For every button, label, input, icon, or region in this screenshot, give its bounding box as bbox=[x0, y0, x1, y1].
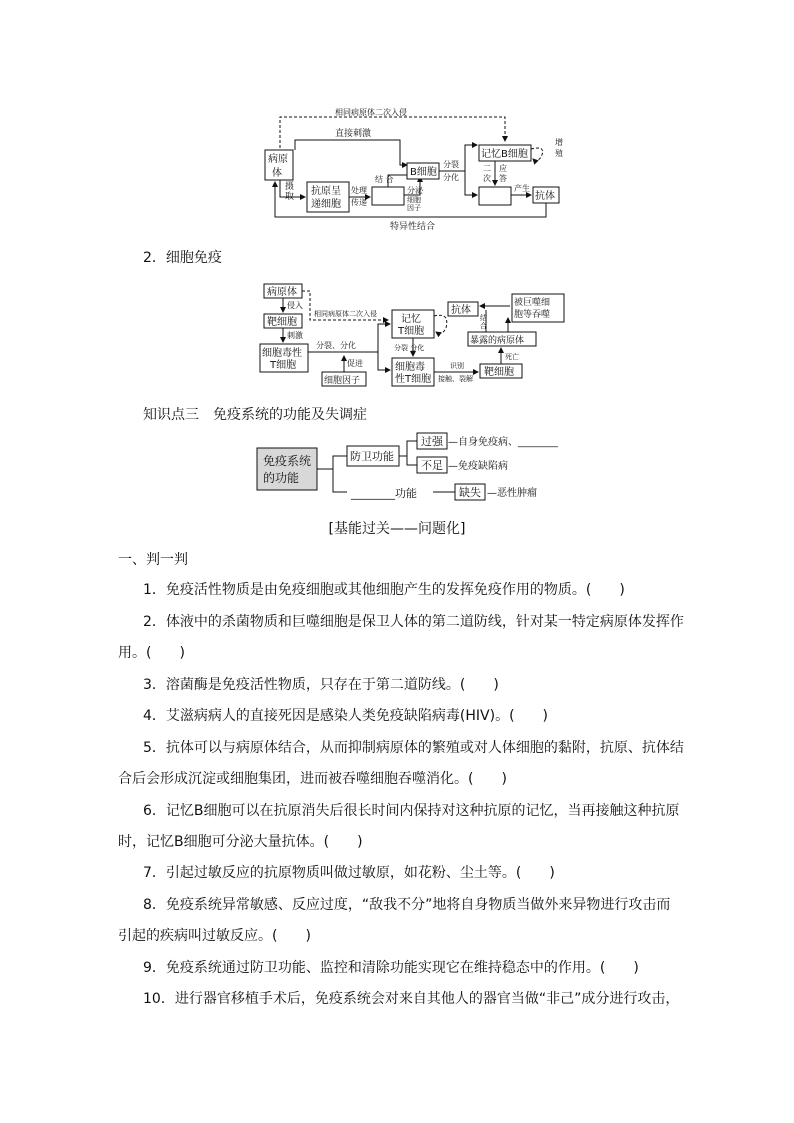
center-caption: [基能过关——问题化] bbox=[328, 521, 466, 537]
question-6-cont: 时，记忆B细胞可分泌大量抗体。( ) bbox=[118, 834, 363, 850]
svg-text:取: 取 bbox=[285, 192, 295, 202]
svg-text:答: 答 bbox=[499, 174, 507, 183]
svg-text:防卫功能: 防卫功能 bbox=[350, 450, 394, 463]
question-6: 6．记忆B细胞可以在抗原消失后很长时间内保持对这种抗原的记忆，当再接触这种抗原 bbox=[143, 803, 680, 819]
blank-box-plasma bbox=[479, 187, 511, 205]
svg-text:次: 次 bbox=[483, 174, 491, 183]
svg-text:传递: 传递 bbox=[351, 198, 367, 207]
svg-text:产生: 产生 bbox=[514, 184, 530, 193]
question-2: 2．体液中的杀菌物质和巨噬细胞是保卫人体的第二道防线，针对某一特定病原体发挥作 bbox=[143, 614, 684, 630]
question-2-cont: 用。( ) bbox=[118, 645, 185, 661]
question-1: 1．免疫活性物质是由免疫细胞或其他细胞产生的发挥免疫作用的物质。( ) bbox=[143, 582, 625, 598]
svg-text:T细胞: T细胞 bbox=[270, 360, 297, 371]
svg-text:病原: 病原 bbox=[268, 154, 288, 165]
svg-text:—恶性肿瘤: —恶性肿瘤 bbox=[487, 488, 537, 499]
immune-function-diagram bbox=[255, 430, 585, 510]
question-3: 3．溶菌酶是免疫活性物质，只存在于第二道防线。( ) bbox=[143, 677, 499, 693]
cellular-immunity-diagram bbox=[258, 282, 568, 390]
svg-text:抗原呈: 抗原呈 bbox=[311, 186, 341, 197]
svg-text:摄: 摄 bbox=[285, 182, 295, 192]
svg-text:死亡: 死亡 bbox=[505, 353, 519, 361]
svg-text:因子: 因子 bbox=[407, 204, 421, 212]
svg-text:分泌: 分泌 bbox=[407, 186, 423, 195]
svg-text:记忆: 记忆 bbox=[401, 314, 421, 325]
humoral-immunity-diagram bbox=[255, 105, 575, 235]
section3-heading: 知识点三 免疫系统的功能及失调症 bbox=[143, 407, 367, 423]
question-5-cont: 合后会形成沉淀或细胞集团，进而被吞噬细胞吞噬消化。( ) bbox=[118, 771, 507, 787]
question-10: 10．进行器官移植手术后，免疫系统会对来自其他人的器官当做“非己”成分进行攻击， bbox=[143, 991, 680, 1007]
svg-text:分裂 分化: 分裂 分化 bbox=[394, 344, 425, 352]
svg-text:缺失: 缺失 bbox=[459, 486, 481, 499]
question-9: 9．免疫系统通过防卫功能、监控和清除功能实现它在维持稳态中的作用。( ) bbox=[143, 960, 639, 976]
direct-stim-label: 直接刺激 bbox=[335, 129, 372, 139]
svg-text:刺激: 刺激 bbox=[287, 331, 303, 340]
svg-text:记忆B细胞: 记忆B细胞 bbox=[481, 149, 528, 160]
svg-text:增: 增 bbox=[555, 138, 563, 147]
svg-text:处理: 处理 bbox=[351, 186, 367, 195]
svg-text:二: 二 bbox=[483, 164, 491, 173]
section-judge: 一、判一判 bbox=[118, 552, 188, 568]
svg-text:分裂: 分裂 bbox=[443, 160, 459, 169]
svg-text:相同病原体二次入侵: 相同病原体二次入侵 bbox=[314, 310, 377, 318]
svg-text:靶细胞: 靶细胞 bbox=[484, 367, 514, 378]
svg-text:合: 合 bbox=[480, 322, 487, 330]
svg-text:结 合: 结 合 bbox=[375, 175, 394, 184]
svg-text:—自身免疫病、________: —自身免疫病、________ bbox=[448, 437, 558, 448]
svg-text:接触、裂解: 接触、裂解 bbox=[438, 375, 473, 383]
svg-text:体: 体 bbox=[272, 168, 282, 179]
svg-text:细胞: 细胞 bbox=[407, 196, 421, 204]
svg-text:抗体: 抗体 bbox=[535, 191, 555, 202]
svg-text:胞等吞噬: 胞等吞噬 bbox=[514, 310, 551, 320]
svg-text:过强: 过强 bbox=[421, 435, 443, 448]
svg-text:应: 应 bbox=[499, 164, 507, 173]
svg-text:免疫系统: 免疫系统 bbox=[263, 454, 312, 468]
svg-text:侵入: 侵入 bbox=[287, 301, 303, 310]
svg-text:殖: 殖 bbox=[555, 149, 563, 158]
svg-text:递细胞: 递细胞 bbox=[311, 199, 341, 210]
svg-text:特异性结合: 特异性结合 bbox=[390, 222, 436, 232]
svg-text:暴露的病原体: 暴露的病原体 bbox=[470, 336, 525, 346]
svg-text:结: 结 bbox=[480, 314, 487, 322]
svg-text:细胞毒性: 细胞毒性 bbox=[262, 348, 302, 359]
svg-text:细胞因子: 细胞因子 bbox=[324, 376, 361, 386]
dashed-label: 相同病原体二次入侵 bbox=[335, 108, 407, 117]
svg-text:T细胞: T细胞 bbox=[398, 326, 425, 337]
svg-text:促进: 促进 bbox=[347, 359, 363, 368]
svg-text:识别: 识别 bbox=[450, 362, 464, 370]
question-8-cont: 引起的疾病叫过敏反应。( ) bbox=[118, 928, 311, 944]
svg-text:病原体: 病原体 bbox=[267, 287, 297, 298]
heading-cell-immunity: 2．细胞免疫 bbox=[143, 250, 222, 266]
svg-text:抗体: 抗体 bbox=[451, 305, 471, 316]
svg-text:分裂、分化: 分裂、分化 bbox=[316, 341, 356, 350]
svg-text:的功能: 的功能 bbox=[263, 471, 300, 485]
svg-text:B细胞: B细胞 bbox=[410, 167, 437, 178]
question-4: 4．艾滋病病人的直接死因是感染人类免疫缺陷病毒(HIV)。( ) bbox=[143, 708, 548, 724]
question-8: 8．免疫系统异常敏感、反应过度，“敌我不分”地将自身物质当做外来异物进行攻击而 bbox=[143, 897, 671, 913]
question-7: 7．引起过敏反应的抗原物质叫做过敏原，如花粉、尘土等。( ) bbox=[143, 865, 555, 881]
svg-text:细胞毒: 细胞毒 bbox=[395, 362, 425, 373]
blank-box-helper bbox=[372, 187, 404, 205]
svg-text:被巨噬细: 被巨噬细 bbox=[514, 298, 551, 308]
svg-text:—免疫缺陷病: —免疫缺陷病 bbox=[448, 461, 508, 472]
svg-text:性T细胞: 性T细胞 bbox=[395, 374, 432, 385]
svg-text:不足: 不足 bbox=[421, 459, 443, 472]
svg-text:靶细胞: 靶细胞 bbox=[267, 317, 297, 328]
func-blank: ________功能 bbox=[351, 487, 417, 500]
svg-text:分化: 分化 bbox=[443, 173, 459, 182]
question-5: 5．抗体可以与病原体结合，从而抑制病原体的繁殖或对人体细胞的黏附，抗原、抗体结 bbox=[143, 740, 684, 756]
